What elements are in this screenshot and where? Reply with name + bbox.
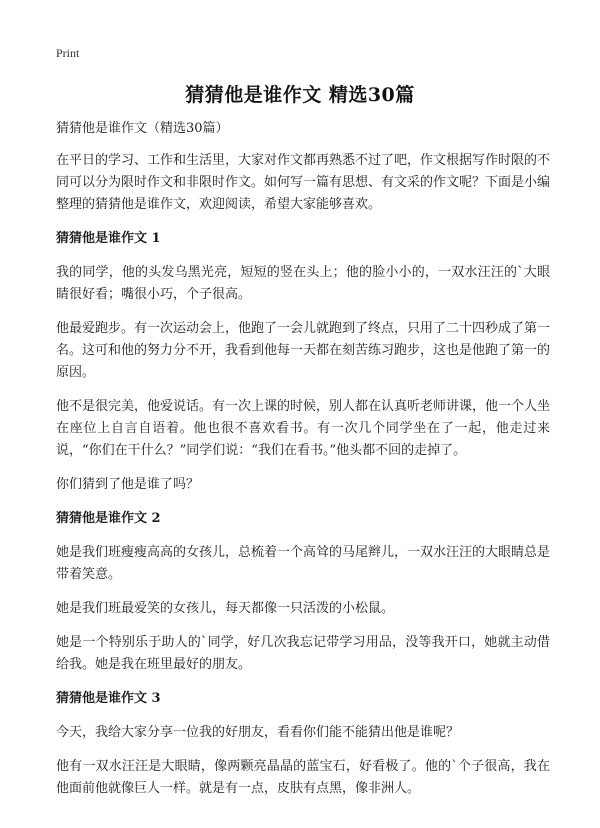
section-1-paragraph-4: 你们猜到了他是谁了吗？ xyxy=(56,477,200,492)
intro-paragraph: 在平日的学习、工作和生活里，大家对作文都再熟悉不过了吧，作文根据写作时限的不同可以分为限时作文和非限时作文。如何写一篇有思想、有文采的作文呢？下面是小编整理的猜猜他是谁作文，欢迎阅读，希望大家能够喜欢。 xyxy=(56,153,551,212)
section-heading-1: 猜猜他是谁作文 1 xyxy=(56,231,161,246)
section-1-paragraph-1: 我的同学，他的头发乌黑光亮，短短的竖在头上；他的脸小小的，一双水汪汪的`大眼睛很好看；嘴很小巧，个子很高。 xyxy=(56,265,550,302)
section-2-paragraph-2: 她是我们班最爱笑的女孩儿，每天都像一只活泼的小松鼠。 xyxy=(56,601,395,616)
section-2-paragraph-3: 她是一个特别乐于助人的`同学，好几次我忘记带学习用品，没等我开口，她就主动借给我。她是我在班里最好的朋友。 xyxy=(56,635,550,672)
section-heading-3: 猜猜他是谁作文 3 xyxy=(56,691,161,706)
section-3-paragraph-2: 他有一双水汪汪是大眼睛，像两颗亮晶晶的蓝宝石，好看极了。他的`个子很高，我在他面前他就像巨人一样。就是有一点，皮肤有点黑，像非洲人。 xyxy=(56,759,550,796)
document-body xyxy=(56,118,550,812)
section-2-paragraph-1: 她是我们班瘦瘦高高的女孩儿，总梳着一个高耸的马尾辫儿，一双水汪汪的大眼睛总是带着笑意。 xyxy=(56,545,551,582)
print-link[interactable]: Print xyxy=(56,46,80,60)
section-1-paragraph-2: 他最爱跑步。有一次运动会上，他跑了一会儿就跑到了终点，只用了二十四秒成了第一名。这可和他的努力分不开，我看到他每一天都在刻苦练习跑步，这也是他跑了第一的原因。 xyxy=(56,321,551,380)
section-heading-2: 猜猜他是谁作文 2 xyxy=(56,511,161,526)
section-3-paragraph-1: 今天，我给大家分享一位我的好朋友，看看你们能不能猜出他是谁呢？ xyxy=(56,725,460,740)
document-subtitle: 猜猜他是谁作文（精选30篇） xyxy=(56,121,229,136)
document-title: 猜猜他是谁作文 精选30篇 xyxy=(185,84,415,106)
section-1-paragraph-3: 他不是很完美，他爱说话。有一次上课的时候，别人都在认真听老师讲课，他一个人坐在座位上自言自语着。他也很不喜欢看书。有一次几个同学坐在了一起，他走过来说，“你们在干什么？”同学们说：“我们在看书。”他头都不回的走掉了。 xyxy=(56,399,551,458)
